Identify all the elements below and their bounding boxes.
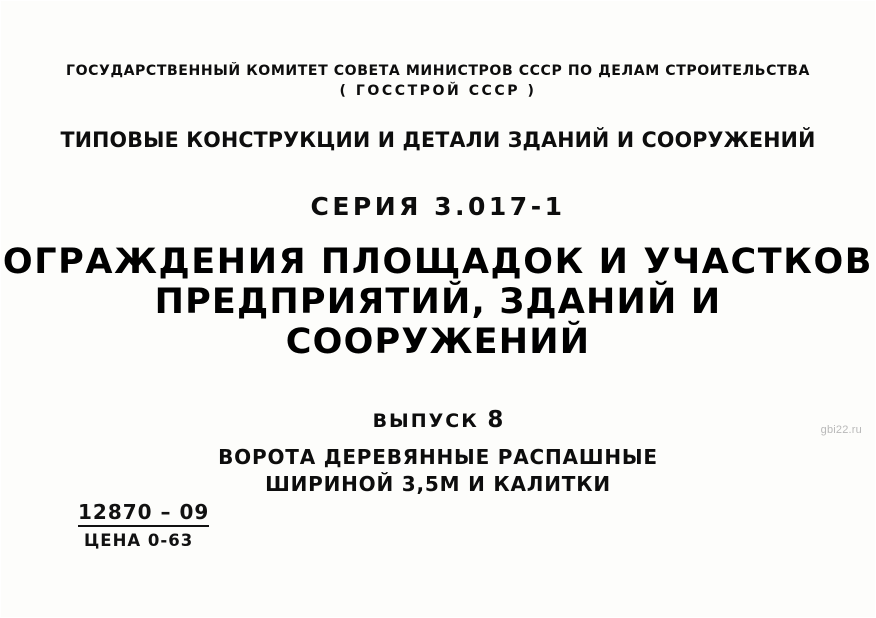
- series-number: СЕРИЯ 3.017-1: [310, 192, 566, 222]
- series-collection-title: ТИПОВЫЕ КОНСТРУКЦИИ И ДЕТАЛИ ЗДАНИЙ И СООРУЖЕНИЙ: [60, 128, 816, 153]
- publisher-authority-line-1: ГОСУДАРСТВЕННЫЙ КОМИТЕТ СОВЕТА МИНИСТРОВ СССР ПО ДЕЛАМ СТРОИТЕЛЬСТВА: [66, 63, 810, 79]
- issue-line: [0, 407, 876, 433]
- catalog-stamp: [78, 500, 209, 550]
- issue-subtitle-line-2: ШИРИНОЙ 3,5М И КАЛИТКИ: [265, 471, 611, 496]
- issue-subtitle-line-1: ВОРОТА ДЕРЕВЯННЫЕ РАСПАШНЫЕ: [218, 444, 658, 469]
- document-main-title-line-2: ПРЕДПРИЯТИЙ, ЗДАНИЙ И СООРУЖЕНИЙ: [154, 282, 722, 362]
- publisher-authority-line-2: ( ГОССТРОЙ СССР ): [339, 82, 537, 99]
- document-main-title: [0, 243, 876, 363]
- issue-label: ВЫПУСК: [372, 409, 479, 432]
- catalog-code: 12870 – 09: [78, 500, 209, 527]
- issue-number: 8: [487, 406, 504, 433]
- publisher-authority: [13, 62, 863, 101]
- catalog-price: ЦЕНА 0-63: [84, 531, 194, 550]
- issue-subtitle: [0, 444, 876, 498]
- document-main-title-line-1: ОГРАЖДЕНИЯ ПЛОЩАДОК И УЧАСТКОВ: [2, 242, 874, 283]
- watermark-text: gbi22.ru: [820, 424, 862, 436]
